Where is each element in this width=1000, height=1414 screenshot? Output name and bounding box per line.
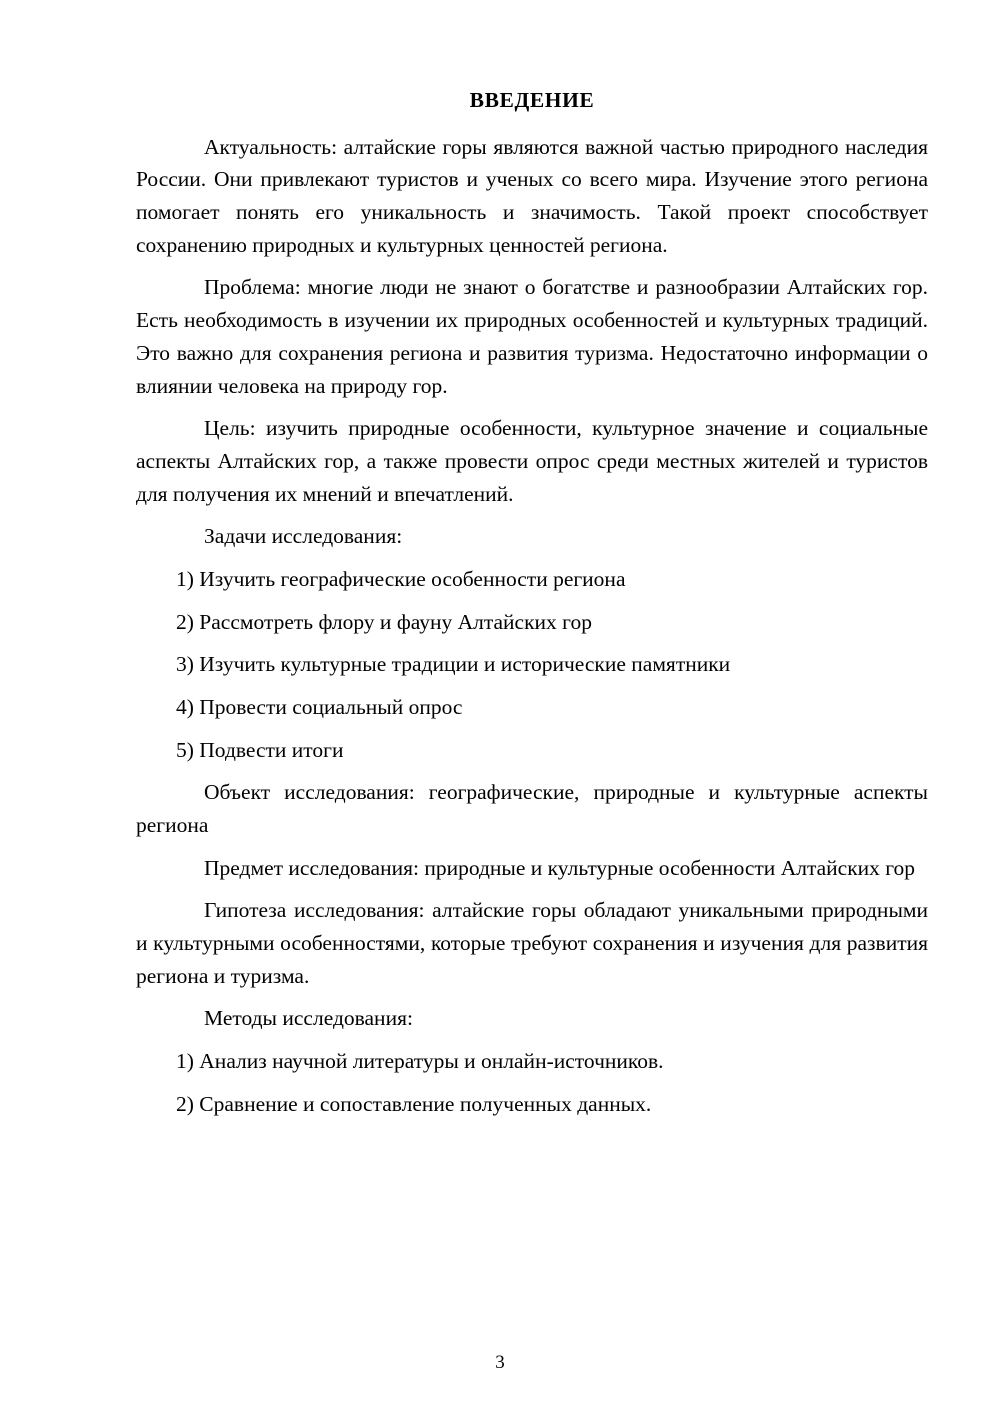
list-item: 1) Изучить географические особенности региона — [176, 566, 626, 591]
list-item: 1) Анализ научной литературы и онлайн-источников. — [176, 1048, 664, 1073]
paragraph-relevance: Актуальность: алтайские горы являются важной частью природного наследия России. Они привлекают туристов и ученых со всего мира. Изучение этого региона помогает понять его уникальность и значимость. Такой проект способствует сохранению природных и культурных ценностей региона. — [136, 134, 928, 257]
paragraph-problem: Проблема: многие люди не знают о богатстве и разнообразии Алтайских гор. Есть необходимость в изучении их природных особенностей и культурных традиций. Это важно для сохранения региона и развития туризма. Недостаточно информации о влиянии человека на природу гор. — [136, 275, 928, 398]
list-item: 2) Сравнение и сопоставление полученных данных. — [176, 1091, 652, 1116]
paragraph-hypothesis: Гипотеза исследования: алтайские горы обладают уникальными природными и культурными особенностями, которые требуют сохранения и изучения для развития региона и туризма. — [136, 898, 928, 988]
page-number: 3 — [495, 1352, 505, 1373]
heading-research-tasks: Задачи исследования: — [204, 524, 403, 549]
list-item: 2) Рассмотреть флору и фауну Алтайских гор — [176, 609, 592, 634]
list-item: 4) Провести социальный опрос — [176, 694, 463, 719]
list-item: 3) Изучить культурные традиции и исторические памятники — [176, 652, 731, 677]
list-item: 5) Подвести итоги — [176, 737, 344, 762]
page-title: ВВЕДЕНИЕ — [469, 88, 595, 112]
paragraph-goal: Цель: изучить природные особенности, культурное значение и социальные аспекты Алтайских гор, а также провести опрос среди местных жителей и туристов для получения их мнений и впечатлений. — [136, 416, 928, 506]
paragraph-subject: Предмет исследования: природные и культурные особенности Алтайских гор — [204, 855, 916, 880]
paragraph-object: Объект исследования: географические, природные и культурные аспекты региона — [136, 780, 928, 837]
heading-research-methods: Методы исследования: — [204, 1006, 413, 1031]
